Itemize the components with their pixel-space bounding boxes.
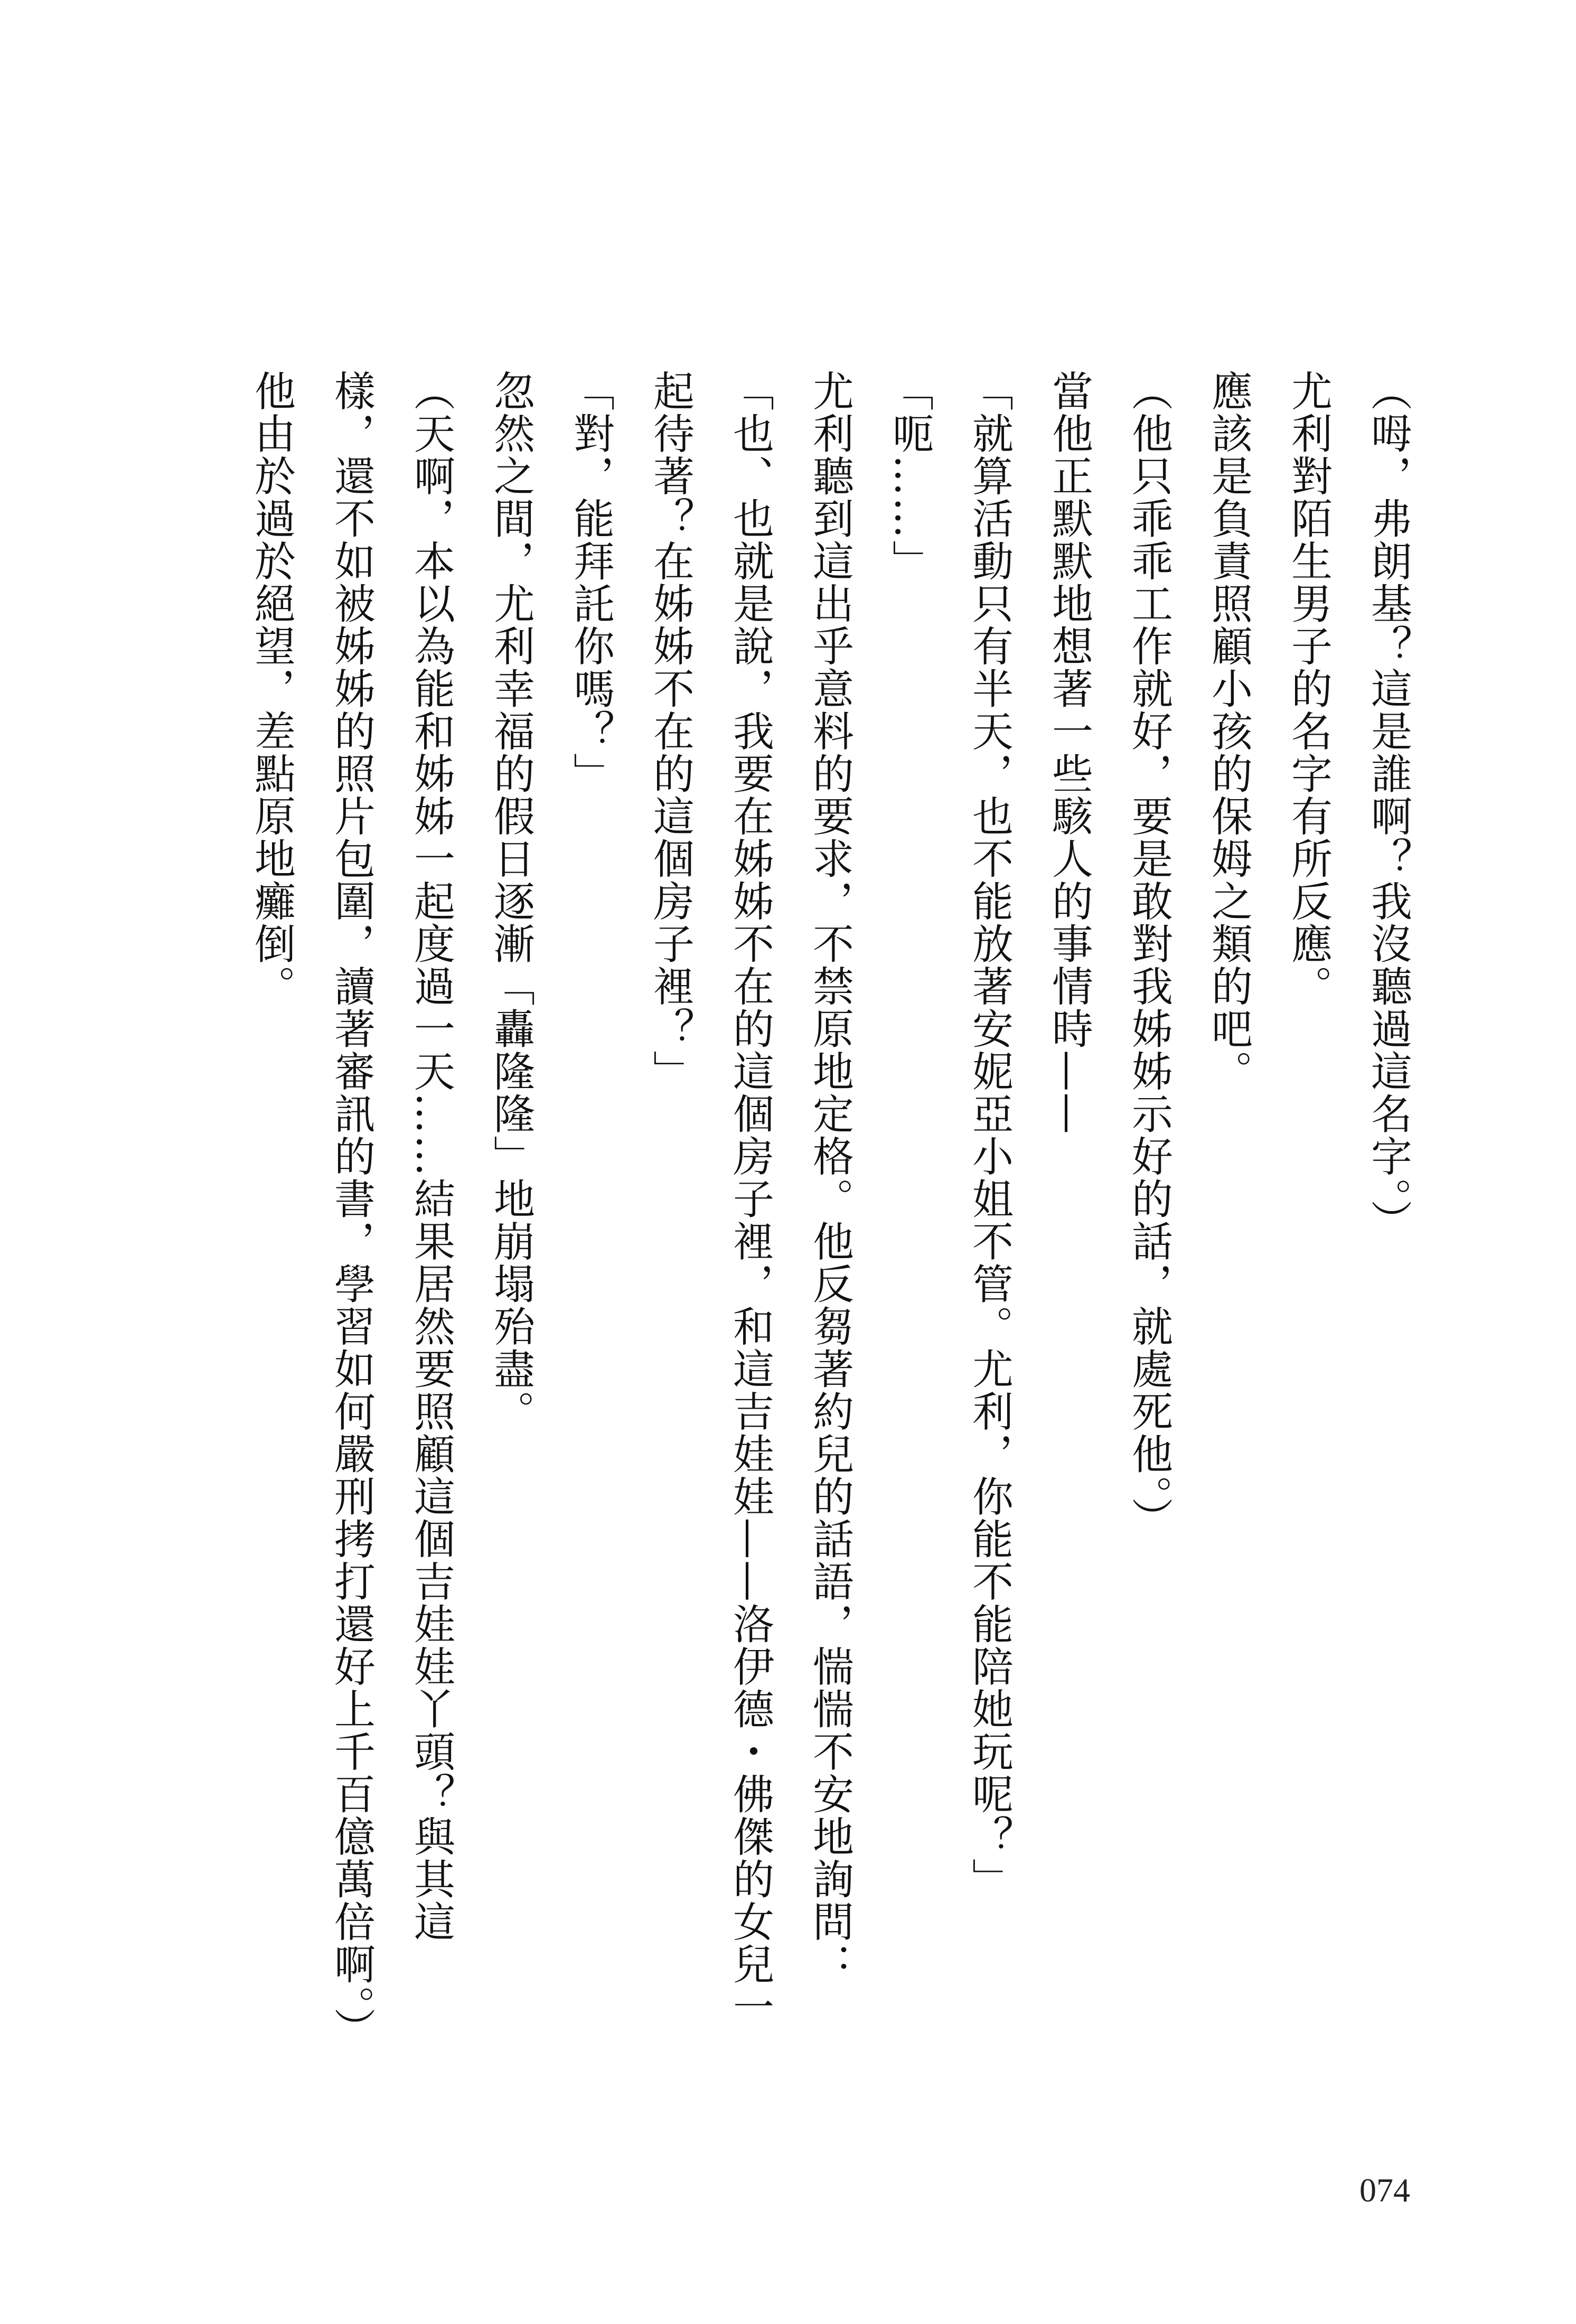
- paragraph-column: 「呃……」: [886, 370, 933, 583]
- paragraph-column-continued: 起待著？在姊姊不在的這個房子裡？」: [646, 370, 694, 1093]
- paragraph-column: 「對，能拜託你嗎？」: [567, 370, 614, 795]
- paragraph-column: 當他正默默地想著一些駭人的事情時——: [1045, 370, 1093, 1135]
- paragraph-column: 他由於過於絕望，差點原地癱倒。: [248, 370, 295, 1008]
- paragraph-column: （呣，弗朗基？這是誰啊？我沒聽過這名字。）: [1364, 370, 1412, 1242]
- paragraph-column-continued: 樣，還不如被姊姊的照片包圍，讀著審訊的書，學習如何嚴刑拷打還好上千百億萬倍啊。）: [327, 370, 375, 2050]
- paragraph-column: 忽然之間，尤利幸福的假日逐漸「轟隆隆」地崩塌殆盡。: [487, 370, 534, 1433]
- paragraph-column: 尤利對陌生男子的名字有所反應。: [1284, 370, 1332, 1008]
- paragraph-column: （天啊，本以為能和姊姊一起度過一天……結果居然要照顧這個吉娃娃丫頭？與其這: [407, 370, 455, 1943]
- paragraph-column: 尤利聽到這出乎意料的要求，不禁原地定格。他反芻著約兒的話語，惴惴不安地詢問：: [806, 370, 853, 1985]
- page-number: 074: [1359, 2171, 1410, 2209]
- paragraph-column: 應該是負責照顧小孩的保姆之類的吧。: [1205, 370, 1252, 1093]
- paragraph-column: 「就算活動只有半天，也不能放著安妮亞小姐不管。尤利，你能不能陪她玩呢？」: [965, 370, 1013, 1900]
- paragraph-column: （他只乖乖工作就好，要是敢對我姊姊示好的話，就處死他。）: [1125, 370, 1172, 1540]
- paragraph-column: 「也、也就是說，我要在姊姊不在的這個房子裡，和這吉娃娃——洛伊德・佛傑的女兒一: [726, 370, 774, 2028]
